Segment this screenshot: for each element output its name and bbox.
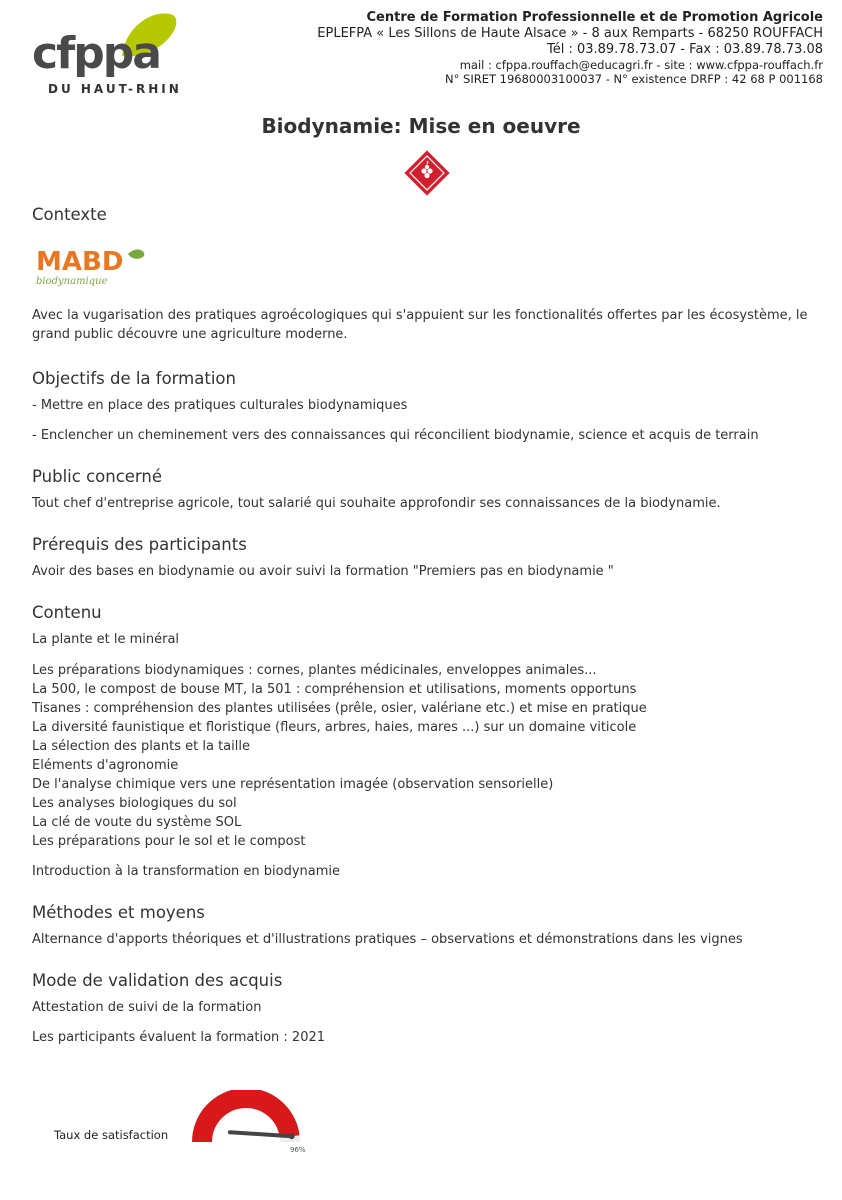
validation-line: Attestation de suivi de la formation [32, 1000, 262, 1015]
contenu-item: Les préparations pour le sol et le compost [32, 834, 306, 849]
contexte-text: Avec la vugarisation des pratiques agroécologiques qui s'appuient sur les fonctionalités offertes par les écosystème, le grand public découvre une agriculture moderne. [32, 308, 808, 342]
prerequis-text: Avoir des bases en biodynamie ou avoir suivi la formation "Premiers pas en biodynamie " [32, 564, 614, 579]
section-heading-validation: Mode de validation des acquis [32, 971, 283, 990]
mabd-logo [32, 240, 152, 292]
main-content [32, 205, 822, 1047]
page-title: Biodynamie: Mise en oeuvre [261, 114, 581, 138]
cfppa-logo [30, 8, 210, 98]
contenu-intro: La plante et le minéral [32, 632, 180, 647]
grape-icon [404, 150, 450, 196]
contenu-item: Tisanes : compréhension des plantes utilisées (prêle, osier, valériane etc.) et mise en pratique [32, 701, 647, 716]
contenu-item: La diversité faunistique et floristique (fleurs, arbres, haies, mares ...) sur un domaine viticole [32, 720, 637, 735]
public-text: Tout chef d'entreprise agricole, tout salarié qui souhaite approfondir ses connaissances de la biodynamie. [32, 496, 721, 511]
gauge-hub [289, 1133, 295, 1139]
org-contact: mail : cfppa.rouffach@educagri.fr - site : www.cfppa-rouffach.fr [459, 58, 823, 72]
section-heading-contenu: Contenu [32, 603, 102, 622]
section-heading-methodes: Méthodes et moyens [32, 903, 205, 922]
contenu-item: Les analyses biologiques du sol [32, 796, 237, 811]
mabd-logo-text: MABD [36, 247, 124, 277]
org-siret: N° SIRET 19680003100037 - N° existence DRFP : 42 68 P 001168 [445, 72, 823, 86]
section-heading-contexte: Contexte [32, 205, 107, 224]
org-phone: Tél : 03.89.78.73.07 - Fax : 03.89.78.73.08 [546, 42, 823, 57]
contenu-item: De l'analyse chimique vers une représentation imagée (observation sensorielle) [32, 777, 554, 792]
objectif-item: - Mettre en place des pratiques culturales biodynamiques [32, 398, 408, 413]
satisfaction-gauge [190, 1090, 310, 1158]
contenu-item: La clé de voute du système SOL [32, 815, 242, 830]
mabd-logo-sub: biodynamique [36, 276, 108, 287]
section-heading-prerequis: Prérequis des participants [32, 535, 247, 554]
contenu-outro: Introduction à la transformation en biodynamie [32, 864, 341, 879]
section-heading-public: Public concerné [32, 467, 163, 486]
objectif-item: - Enclencher un cheminement vers des connaissances qui réconcilient biodynamie, science et acquis de terrain [32, 428, 759, 443]
contenu-item: Les préparations biodynamiques : cornes, plantes médicinales, enveloppes animales... [32, 663, 597, 678]
contenu-item: La 500, le compost de bouse MT, la 501 : compréhension et utilisations, moments opportuns [32, 682, 637, 697]
org-address: EPLEFPA « Les Sillons de Haute Alsace » - 8 aux Remparts - 68250 ROUFFACH [317, 26, 823, 41]
methodes-text: Alternance d'apports théoriques et d'illustrations pratiques – observations et démonstrations dans les vignes [32, 932, 743, 947]
satisfaction-label: Taux de satisfaction [54, 1128, 169, 1142]
section-heading-objectifs: Objectifs de la formation [32, 369, 236, 388]
logo-brand: cfppa [32, 28, 160, 79]
gauge-value-label: 96% [290, 1146, 306, 1154]
contenu-item: La sélection des plants et la taille [32, 739, 250, 754]
org-name: Centre de Formation Professionnelle et de Promotion Agricole [366, 10, 823, 25]
satisfaction-gauge-block [54, 1090, 314, 1160]
organization-info [317, 10, 823, 86]
contenu-item: Eléments d'agronomie [32, 758, 179, 773]
validation-line: Les participants évaluent la formation : 2021 [32, 1030, 326, 1045]
logo-region: DU HAUT-RHIN [48, 82, 182, 96]
